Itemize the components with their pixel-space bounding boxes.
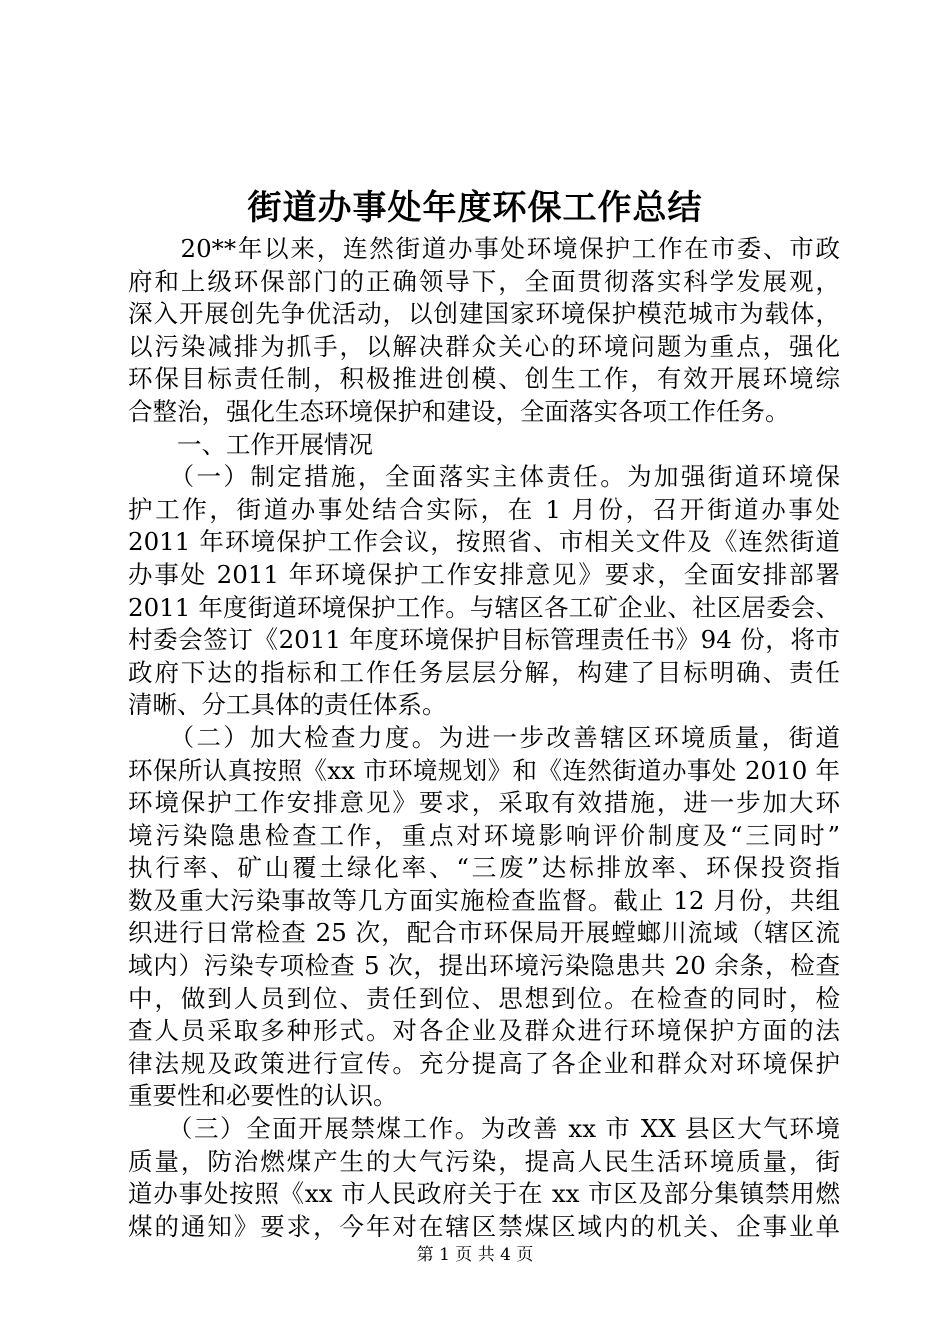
body-line: 查人员采取多种形式。对各企业及群众进行环境保护方面的法 (128, 1016, 840, 1046)
body-line: 律法规及政策进行宣传。充分提高了各企业和群众对环境保护 (128, 1048, 840, 1078)
document-body (128, 233, 840, 1243)
body-line: 环保目标责任制，积极推进创模、创生工作，有效开展环境综 (128, 364, 840, 394)
body-line: 2011 年环境保护工作会议，按照省、市相关文件及《连然街道 (128, 527, 840, 557)
body-line: （三）全面开展禁煤工作。为改善 xx 市 XX 县区大气环境 (128, 1114, 840, 1144)
body-line: 环境保护工作安排意见》要求，采取有效措施，进一步加大环 (128, 788, 840, 818)
body-line: 中，做到人员到位、责任到位、思想到位。在检查的同时，检 (128, 983, 840, 1013)
body-line: 深入开展创先争优活动，以创建国家环境保护模范城市为载体， (128, 299, 840, 329)
body-line: 2011 年度街道环境保护工作。与辖区各工矿企业、社区居委会、 (128, 592, 840, 622)
body-line: 质量，防治燃煤产生的大气污染，提高人民生活环境质量，街 (128, 1146, 840, 1176)
body-line: 一、工作开展情况 (128, 429, 373, 459)
body-line: 境污染隐患检查工作，重点对环境影响评价制度及“三同时” (128, 820, 840, 850)
page-footer: 第 1 页 共 4 页 (416, 1245, 534, 1265)
body-line: （一）制定措施，全面落实主体责任。为加强街道环境保 (128, 462, 840, 492)
body-line: 合整治，强化生态环境保护和建设，全面落实各项工作任务。 (128, 396, 790, 426)
body-line: 执行率、矿山覆土绿化率、“三废”达标排放率、环保投资指 (128, 853, 840, 883)
body-line: 数及重大污染事故等几方面实施检查监督。截止 12 月份，共组 (128, 885, 840, 915)
body-line: 域内）污染专项检查 5 次，提出环境污染隐患共 20 余条，检查 (128, 951, 840, 981)
body-line: 府和上级环保部门的正确领导下，全面贯彻落实科学发展观， (128, 266, 840, 296)
body-line: 政府下达的指标和工作任务层层分解，构建了目标明确、责任 (128, 657, 840, 687)
body-line: 环保所认真按照《xx 市环境规划》和《连然街道办事处 2010 年 (128, 755, 840, 785)
body-line: 20**年以来，连然街道办事处环境保护工作在市委、市政 (128, 234, 840, 263)
document-title: 街道办事处年度环保工作总结 (247, 188, 703, 228)
body-line: 清晰、分工具体的责任体系。 (128, 690, 447, 720)
body-line: 重要性和必要性的认识。 (128, 1081, 398, 1111)
body-line: 办事处 2011 年环境保护工作安排意见》要求，全面安排部署 (128, 559, 840, 589)
body-line: 以污染减排为抓手，以解决群众关心的环境问题为重点，强化 (128, 331, 840, 361)
body-line: （二）加大检查力度。为进一步改善辖区环境质量，街道 (128, 722, 840, 752)
body-line: 道办事处按照《xx 市人民政府关于在 xx 市区及部分集镇禁用燃 (128, 1179, 840, 1209)
body-line: 村委会签订《2011 年度环境保护目标管理责任书》94 份，将市 (128, 625, 840, 655)
body-line: 织进行日常检查 25 次，配合市环保局开展螳螂川流域（辖区流 (128, 918, 840, 948)
body-line: 护工作，街道办事处结合实际，在 1 月份，召开街道办事处 (128, 494, 840, 524)
body-line: 煤的通知》要求，今年对在辖区禁煤区域内的机关、企事业单 (128, 1211, 840, 1241)
